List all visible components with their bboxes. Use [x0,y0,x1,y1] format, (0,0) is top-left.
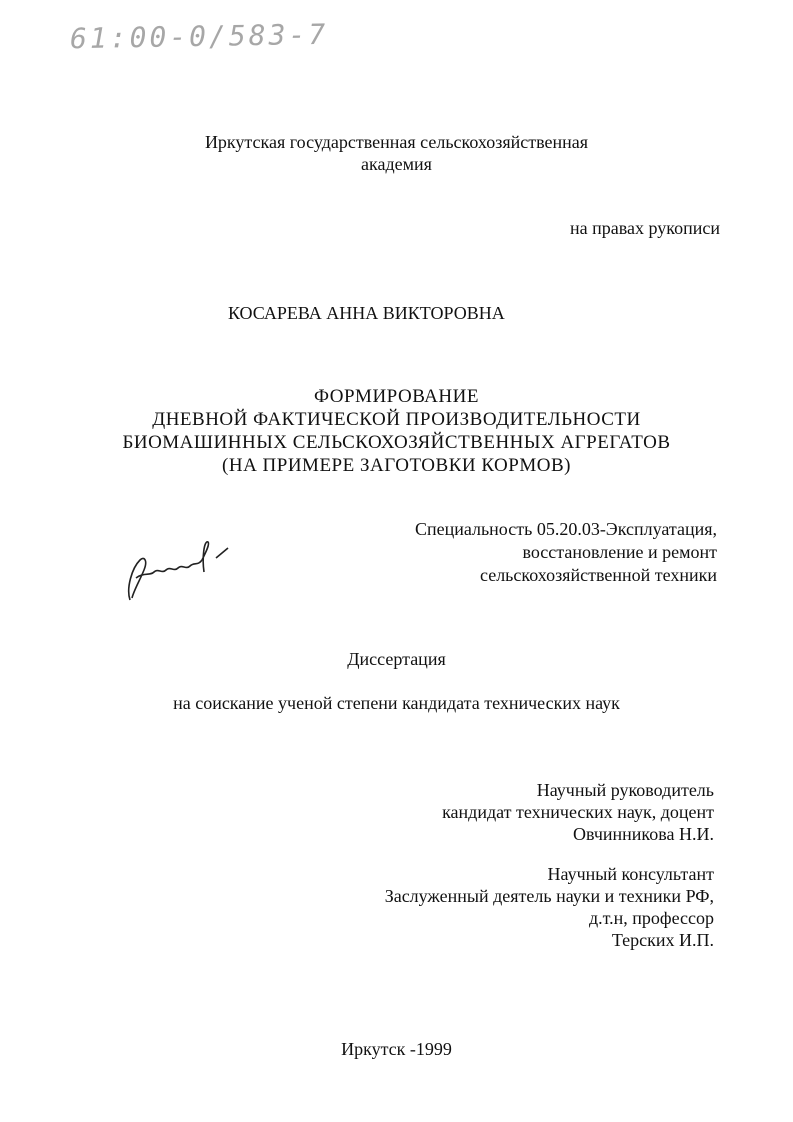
specialty-line-2: восстановление и ремонт [522,542,717,562]
signature-stroke-4 [216,548,228,558]
manuscript-note: на правах рукописи [570,218,720,238]
supervisor-degree: кандидат технических наук, доцент [442,802,714,822]
signature-stroke-1 [129,558,146,600]
supervisor-role: Научный руководитель [536,780,714,800]
consultant-role: Научный консультант [547,864,714,884]
signature-stroke-3 [202,542,209,572]
archive-stamp: 61:00-0/583-7 [69,17,329,56]
title-line-1: ФОРМИРОВАНИЕ [314,386,479,407]
degree-line: на соискание ученой степени кандидата технических наук [173,693,620,713]
institution-line-2: академия [361,154,432,174]
consultant-title: Заслуженный деятель науки и техники РФ, [384,886,714,906]
title-line-4: (НА ПРИМЕРЕ ЗАГОТОВКИ КОРМОВ) [222,455,571,476]
specialty-line-3: сельскохозяйственной техники [480,565,717,585]
consultant-name: Терских И.П. [611,930,714,950]
work-type: Диссертация [347,649,446,669]
institution-line-1: Иркутская государственная сельскохозяйственная [204,132,589,152]
place-year: Иркутск -1999 [341,1039,452,1059]
author-name: КОСАРЕВА АННА ВИКТОРОВНА [228,303,505,323]
specialty-line-1: Специальность 05.20.03-Эксплуатация, [414,519,717,539]
supervisor-name: Овчинникова Н.И. [573,824,714,844]
title-line-3: БИОМАШИННЫХ СЕЛЬСКОХОЗЯЙСТВЕННЫХ АГРЕГАТОВ [122,432,671,453]
title-line-2: ДНЕВНОЙ ФАКТИЧЕСКОЙ ПРОИЗВОДИТЕЛЬНОСТИ [152,409,641,430]
consultant-degree: д.т.н, профессор [588,908,714,928]
author-signature [118,538,238,608]
